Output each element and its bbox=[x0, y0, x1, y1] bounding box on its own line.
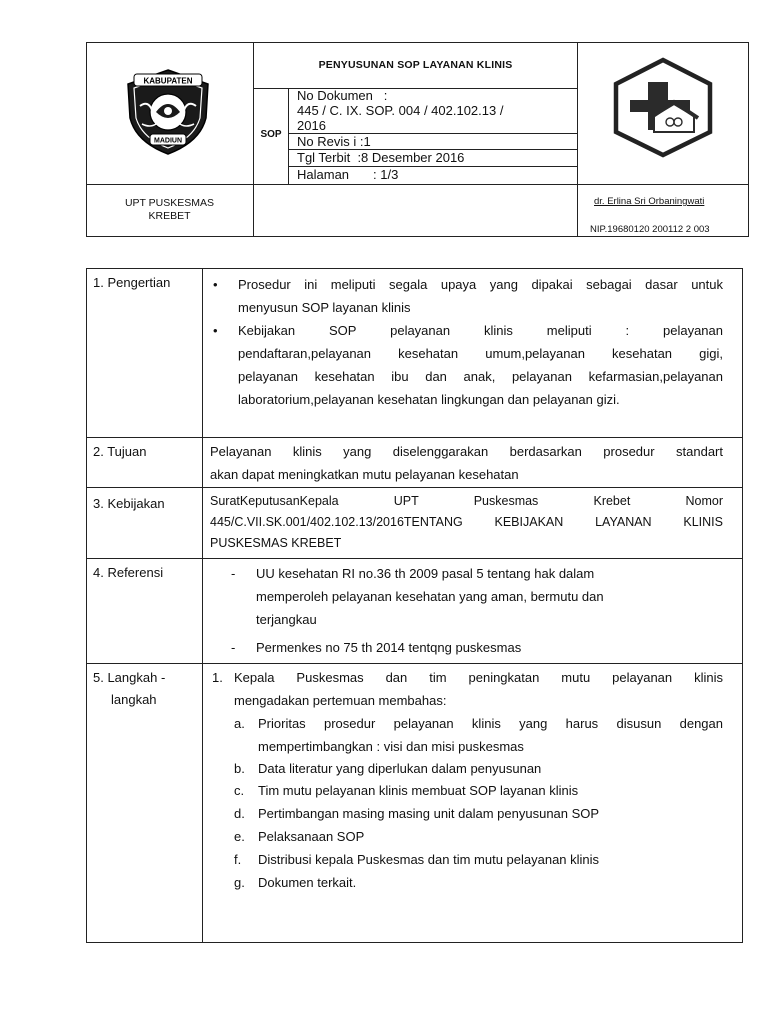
upt-line1: UPT PUSKESMAS bbox=[124, 197, 215, 209]
upt-line2: KREBET bbox=[148, 210, 191, 222]
referensi-1-line2: memperoleh pelayanan kesehatan yang aman, bermutu dan bbox=[256, 589, 604, 604]
pengertian-bullet-2-line1: Kebijakan SOP pelayanan klinis meliputi : pelayanan bbox=[238, 323, 723, 338]
tujuan-line1: Pelayanan klinis yang diselenggarakan berdasarkan prosedur standart bbox=[210, 444, 723, 459]
halaman-label: Halaman bbox=[297, 167, 350, 182]
langkah-item-f-text: Distribusi kepala Puskesmas dan tim mutu pelayanan klinis bbox=[258, 852, 600, 867]
signer-name: dr. Erlina Sri Orbaningwati bbox=[594, 196, 705, 207]
langkah-label-line2: langkah bbox=[111, 692, 157, 707]
langkah-item-a-line1: Prioritas prosedur pelayanan klinis yang harus disusun dengan bbox=[258, 716, 723, 731]
puskesmas-logo bbox=[610, 56, 716, 158]
referensi-label: 4. Referensi bbox=[93, 565, 164, 580]
kebijakan-line2: 445/C.VII.SK.001/402.102.13/2016TENTANG KEBIJAKAN LAYANAN KLINIS bbox=[210, 515, 723, 529]
bullet-2-icon: • bbox=[213, 323, 218, 338]
pengertian-bullet-2-line4: laboratorium,pelayanan kesehatan lingkungan dan pelayanan gizi. bbox=[238, 392, 620, 407]
langkah-step-1-number: 1. bbox=[212, 670, 223, 685]
svg-text:KABUPATEN: KABUPATEN bbox=[143, 76, 193, 86]
pengertian-bullet-2-line2: pendaftaran,pelayanan kesehatan umum,pelayanan kesehatan gigi, bbox=[238, 346, 723, 361]
kebijakan-line1: SuratKeputusanKepala UPT Puskesmas Krebet Nomor bbox=[210, 494, 723, 508]
langkah-step-1-line1: Kepala Puskesmas dan tim peningkatan mutu pelayanan klinis bbox=[234, 670, 723, 685]
langkah-item-c-marker: c. bbox=[234, 783, 245, 798]
bullet-1-icon: • bbox=[213, 277, 218, 292]
langkah-item-e-marker: e. bbox=[234, 829, 245, 844]
langkah-item-a-line2: mempertimbangkan : visi dan misi puskesmas bbox=[258, 739, 524, 754]
upt-puskesmas-name bbox=[86, 197, 253, 223]
document-title: PENYUSUNAN SOP LAYANAN KLINIS bbox=[318, 59, 513, 71]
referensi-dash-2: - bbox=[231, 640, 236, 655]
langkah-label-line1: 5. Langkah - bbox=[93, 670, 166, 685]
langkah-item-b-marker: b. bbox=[234, 761, 245, 776]
tujuan-line2: akan dapat meningkatkan mutu pelayanan kesehatan bbox=[210, 467, 519, 482]
svg-text:MADIUN: MADIUN bbox=[154, 137, 182, 145]
langkah-item-g-marker: g. bbox=[234, 875, 245, 890]
langkah-item-g-text: Dokumen terkait. bbox=[258, 875, 357, 890]
tujuan-label: 2. Tujuan bbox=[93, 444, 147, 459]
langkah-step-1-line2: mengadakan pertemuan membahas: bbox=[234, 693, 447, 708]
kebijakan-label: 3. Kebijakan bbox=[93, 496, 165, 511]
referensi-1-line3: terjangkau bbox=[256, 612, 317, 627]
referensi-2: Permenkes no 75 th 2014 tentqng puskesmas bbox=[256, 640, 522, 655]
no-dokumen-value-line1: 445 / C. IX. SOP. 004 / 402.102.13 / bbox=[297, 103, 504, 118]
pengertian-label: 1. Pengertian bbox=[93, 275, 171, 290]
pengertian-bullet-1-line1: Prosedur ini meliputi segala upaya yang dipakai sebagai dasar untuk bbox=[238, 277, 723, 292]
langkah-item-c-text: Tim mutu pelayanan klinis membuat SOP layanan klinis bbox=[258, 783, 579, 798]
langkah-item-d-text: Pertimbangan masing masing unit dalam penyusunan SOP bbox=[258, 806, 600, 821]
kabupaten-emblem-logo bbox=[120, 66, 216, 158]
halaman-value: : 1/3 bbox=[373, 167, 399, 182]
langkah-item-f-marker: f. bbox=[234, 852, 242, 867]
no-dokumen-label: No Dokumen : bbox=[297, 88, 388, 103]
langkah-item-d-marker: d. bbox=[234, 806, 245, 821]
no-dokumen-value-line2: 2016 bbox=[297, 118, 326, 133]
no-revisi: No Revis i :1 bbox=[297, 134, 371, 149]
pengertian-bullet-1-line2: menyusun SOP layanan klinis bbox=[238, 300, 411, 315]
referensi-1-line1: UU kesehatan RI no.36 th 2009 pasal 5 tentang hak dalam bbox=[256, 566, 595, 581]
signer-nip: NIP.19680120 200112 2 003 bbox=[590, 224, 710, 235]
pengertian-bullet-2-line3: pelayanan kesehatan ibu dan anak, pelayanan kefarmasian,pelayanan bbox=[238, 369, 723, 384]
sop-label: SOP bbox=[260, 129, 282, 140]
kebijakan-line3: PUSKESMAS KREBET bbox=[210, 536, 342, 550]
langkah-item-b-text: Data literatur yang diperlukan dalam penyusunan bbox=[258, 761, 542, 776]
langkah-item-e-text: Pelaksanaan SOP bbox=[258, 829, 365, 844]
langkah-item-a-marker: a. bbox=[234, 716, 245, 731]
referensi-dash-1: - bbox=[231, 566, 236, 581]
tgl-terbit: Tgl Terbit :8 Desember 2016 bbox=[297, 150, 465, 165]
